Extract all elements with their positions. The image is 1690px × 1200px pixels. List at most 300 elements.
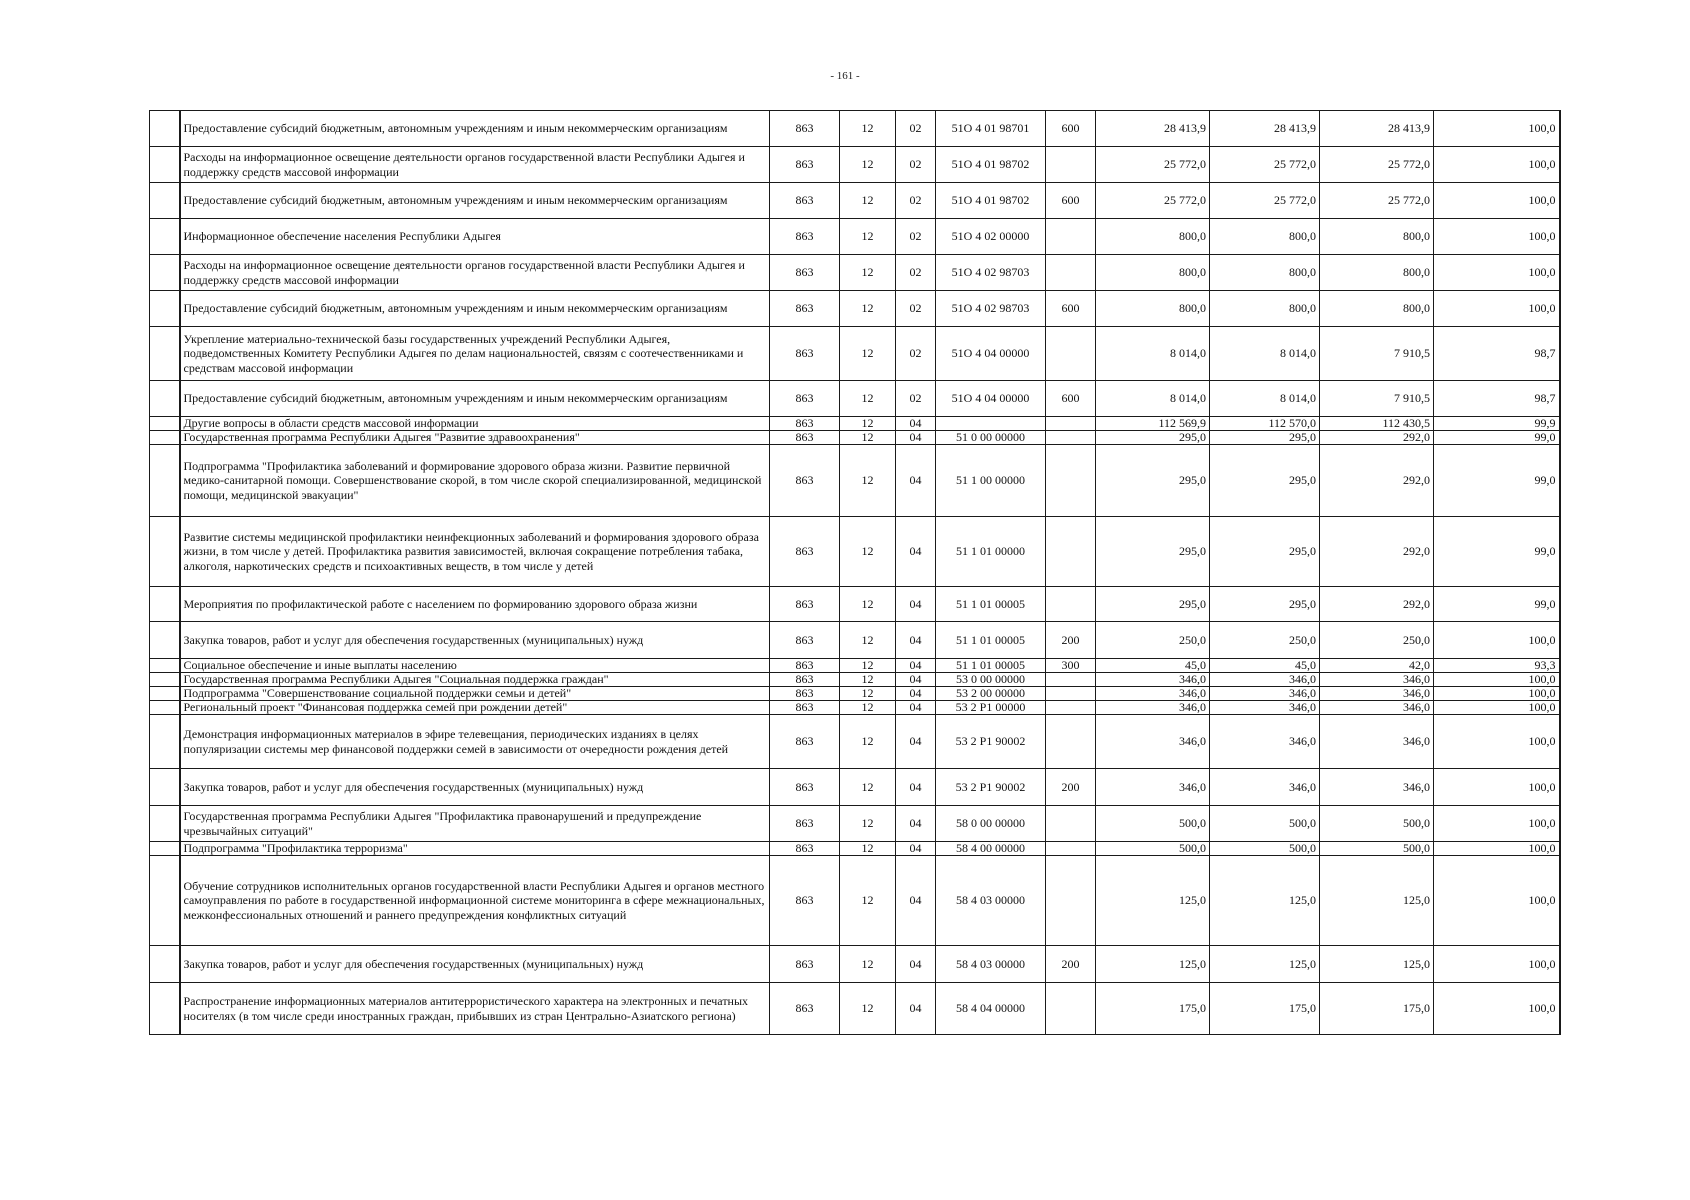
cell-planned: 8 014,0: [1210, 381, 1320, 417]
cell-approved: 800,0: [1096, 255, 1210, 291]
cell-blank: [150, 147, 180, 183]
cell-executed: 125,0: [1320, 856, 1434, 946]
cell-percent: 100,0: [1434, 856, 1560, 946]
cell-percent: 100,0: [1434, 701, 1560, 715]
cell-percent: 100,0: [1434, 842, 1560, 856]
cell-name: Закупка товаров, работ и услуг для обеспечения государственных (муниципальных) нужд: [180, 769, 770, 806]
cell-percent: 100,0: [1434, 806, 1560, 842]
cell-planned: 28 413,9: [1210, 111, 1320, 147]
cell-executed: 250,0: [1320, 622, 1434, 659]
cell-executed: 7 910,5: [1320, 381, 1434, 417]
cell-subsection: 04: [896, 946, 936, 983]
cell-target-article: 58 4 04 00000: [936, 983, 1046, 1035]
cell-percent: 100,0: [1434, 219, 1560, 255]
cell-blank: [150, 701, 180, 715]
cell-percent: 99,9: [1434, 417, 1560, 431]
cell-blank: [150, 842, 180, 856]
cell-approved: 800,0: [1096, 219, 1210, 255]
cell-admin-code: 863: [770, 183, 840, 219]
cell-section: 12: [840, 381, 896, 417]
table-row: [150, 806, 1560, 842]
cell-expense-type: [1046, 327, 1096, 381]
cell-approved: 125,0: [1096, 946, 1210, 983]
cell-blank: [150, 183, 180, 219]
cell-planned: 295,0: [1210, 445, 1320, 517]
cell-planned: 346,0: [1210, 673, 1320, 687]
cell-section: 12: [840, 255, 896, 291]
cell-subsection: 04: [896, 687, 936, 701]
table-row: [150, 622, 1560, 659]
cell-expense-type: 200: [1046, 622, 1096, 659]
cell-section: 12: [840, 659, 896, 673]
table-row: [150, 983, 1560, 1035]
cell-percent: 99,0: [1434, 431, 1560, 445]
cell-target-article: 53 2 P1 00000: [936, 701, 1046, 715]
cell-expense-type: [1046, 517, 1096, 587]
cell-section: 12: [840, 806, 896, 842]
cell-subsection: 04: [896, 445, 936, 517]
cell-admin-code: 863: [770, 659, 840, 673]
cell-approved: 8 014,0: [1096, 381, 1210, 417]
cell-planned: 295,0: [1210, 587, 1320, 622]
table-row: [150, 291, 1560, 327]
cell-blank: [150, 769, 180, 806]
cell-expense-type: [1046, 417, 1096, 431]
cell-expense-type: [1046, 687, 1096, 701]
cell-approved: 8 014,0: [1096, 327, 1210, 381]
table-row: [150, 587, 1560, 622]
cell-expense-type: 600: [1046, 111, 1096, 147]
cell-percent: 99,0: [1434, 587, 1560, 622]
cell-percent: 98,7: [1434, 327, 1560, 381]
cell-name: Укрепление материально-технической базы государственных учреждений Республики Адыгея, подведомственных Комитету Республики Адыгея по делам национальностей, связям с соотечественниками и средствам массовой информации: [180, 327, 770, 381]
cell-section: 12: [840, 946, 896, 983]
cell-name: Государственная программа Республики Адыгея "Социальная поддержка граждан": [180, 673, 770, 687]
cell-name: Информационное обеспечение населения Республики Адыгея: [180, 219, 770, 255]
cell-blank: [150, 431, 180, 445]
cell-admin-code: 863: [770, 381, 840, 417]
cell-name: Государственная программа Республики Адыгея "Профилактика правонарушений и предупреждение чрезвычайных ситуаций": [180, 806, 770, 842]
cell-percent: 93,3: [1434, 659, 1560, 673]
cell-section: 12: [840, 701, 896, 715]
cell-admin-code: 863: [770, 946, 840, 983]
table-row: [150, 255, 1560, 291]
cell-executed: 292,0: [1320, 517, 1434, 587]
cell-target-article: 53 0 00 00000: [936, 673, 1046, 687]
table-row: [150, 445, 1560, 517]
cell-subsection: 02: [896, 291, 936, 327]
cell-percent: 100,0: [1434, 946, 1560, 983]
cell-subsection: 04: [896, 769, 936, 806]
cell-blank: [150, 659, 180, 673]
table-row: [150, 673, 1560, 687]
cell-planned: 800,0: [1210, 219, 1320, 255]
cell-expense-type: 200: [1046, 769, 1096, 806]
table-row: [150, 381, 1560, 417]
cell-name: Расходы на информационное освещение деятельности органов государственной власти Республики Адыгея и поддержку средств массовой информации: [180, 255, 770, 291]
cell-blank: [150, 946, 180, 983]
cell-percent: 100,0: [1434, 111, 1560, 147]
cell-planned: 800,0: [1210, 255, 1320, 291]
cell-expense-type: 600: [1046, 381, 1096, 417]
cell-percent: 99,0: [1434, 517, 1560, 587]
cell-expense-type: [1046, 842, 1096, 856]
cell-executed: 800,0: [1320, 219, 1434, 255]
table-row: [150, 219, 1560, 255]
cell-admin-code: 863: [770, 769, 840, 806]
cell-expense-type: [1046, 431, 1096, 445]
cell-blank: [150, 111, 180, 147]
cell-planned: 800,0: [1210, 291, 1320, 327]
cell-section: 12: [840, 219, 896, 255]
cell-planned: 500,0: [1210, 842, 1320, 856]
table-row: [150, 659, 1560, 673]
cell-blank: [150, 255, 180, 291]
cell-expense-type: [1046, 587, 1096, 622]
cell-name: Предоставление субсидий бюджетным, автономным учреждениям и иным некоммерческим организациям: [180, 111, 770, 147]
cell-admin-code: 863: [770, 417, 840, 431]
cell-planned: 175,0: [1210, 983, 1320, 1035]
cell-admin-code: 863: [770, 291, 840, 327]
cell-target-article: 51О 4 02 98703: [936, 291, 1046, 327]
cell-percent: 100,0: [1434, 769, 1560, 806]
cell-expense-type: [1046, 219, 1096, 255]
cell-name: Обучение сотрудников исполнительных органов государственной власти Республики Адыгея и органов местного самоуправления по работе в государственной информационной системе мониторинга в сфере межнациональных, межконфессиональных отношений и раннего предупреждения конфликтных ситуаций: [180, 856, 770, 946]
cell-subsection: 04: [896, 659, 936, 673]
table-row: [150, 183, 1560, 219]
cell-approved: 25 772,0: [1096, 147, 1210, 183]
cell-target-article: [936, 417, 1046, 431]
cell-target-article: 51О 4 01 98702: [936, 183, 1046, 219]
cell-approved: 346,0: [1096, 687, 1210, 701]
cell-percent: 100,0: [1434, 622, 1560, 659]
cell-executed: 292,0: [1320, 431, 1434, 445]
cell-target-article: 51 1 00 00000: [936, 445, 1046, 517]
cell-target-article: 51О 4 02 98703: [936, 255, 1046, 291]
cell-name: Предоставление субсидий бюджетным, автономным учреждениям и иным некоммерческим организациям: [180, 381, 770, 417]
table-body: [150, 111, 1560, 1035]
cell-target-article: 58 4 03 00000: [936, 856, 1046, 946]
cell-admin-code: 863: [770, 856, 840, 946]
cell-subsection: 04: [896, 431, 936, 445]
cell-approved: 800,0: [1096, 291, 1210, 327]
cell-target-article: 51О 4 01 98702: [936, 147, 1046, 183]
cell-blank: [150, 715, 180, 769]
cell-blank: [150, 517, 180, 587]
cell-percent: 100,0: [1434, 255, 1560, 291]
cell-blank: [150, 673, 180, 687]
cell-admin-code: 863: [770, 673, 840, 687]
cell-approved: 250,0: [1096, 622, 1210, 659]
cell-section: 12: [840, 183, 896, 219]
cell-subsection: 04: [896, 806, 936, 842]
cell-name: Расходы на информационное освещение деятельности органов государственной власти Республики Адыгея и поддержку средств массовой информации: [180, 147, 770, 183]
cell-name: Мероприятия по профилактической работе с населением по формированию здорового образа жизни: [180, 587, 770, 622]
cell-name: Государственная программа Республики Адыгея "Развитие здравоохранения": [180, 431, 770, 445]
cell-subsection: 04: [896, 701, 936, 715]
cell-percent: 100,0: [1434, 715, 1560, 769]
table-row: [150, 856, 1560, 946]
budget-table: [149, 110, 1561, 1035]
cell-executed: 125,0: [1320, 946, 1434, 983]
cell-subsection: 02: [896, 255, 936, 291]
cell-section: 12: [840, 445, 896, 517]
cell-executed: 42,0: [1320, 659, 1434, 673]
cell-percent: 100,0: [1434, 147, 1560, 183]
cell-blank: [150, 291, 180, 327]
cell-subsection: 04: [896, 417, 936, 431]
cell-name: Региональный проект "Финансовая поддержка семей при рождении детей": [180, 701, 770, 715]
cell-executed: 292,0: [1320, 445, 1434, 517]
cell-section: 12: [840, 687, 896, 701]
cell-approved: 295,0: [1096, 445, 1210, 517]
table-row: [150, 946, 1560, 983]
cell-admin-code: 863: [770, 219, 840, 255]
cell-section: 12: [840, 856, 896, 946]
cell-name: Предоставление субсидий бюджетным, автономным учреждениям и иным некоммерческим организациям: [180, 183, 770, 219]
cell-executed: 346,0: [1320, 769, 1434, 806]
cell-name: Закупка товаров, работ и услуг для обеспечения государственных (муниципальных) нужд: [180, 946, 770, 983]
cell-expense-type: [1046, 255, 1096, 291]
cell-target-article: 58 4 03 00000: [936, 946, 1046, 983]
cell-executed: 346,0: [1320, 687, 1434, 701]
cell-subsection: 04: [896, 842, 936, 856]
cell-approved: 28 413,9: [1096, 111, 1210, 147]
table-row: [150, 147, 1560, 183]
cell-expense-type: [1046, 147, 1096, 183]
cell-executed: 7 910,5: [1320, 327, 1434, 381]
cell-target-article: 58 0 00 00000: [936, 806, 1046, 842]
cell-planned: 250,0: [1210, 622, 1320, 659]
cell-planned: 8 014,0: [1210, 327, 1320, 381]
cell-blank: [150, 983, 180, 1035]
cell-blank: [150, 417, 180, 431]
cell-target-article: 51 1 01 00005: [936, 659, 1046, 673]
cell-admin-code: 863: [770, 622, 840, 659]
cell-planned: 125,0: [1210, 946, 1320, 983]
cell-admin-code: 863: [770, 445, 840, 517]
cell-section: 12: [840, 715, 896, 769]
cell-target-article: 58 4 00 00000: [936, 842, 1046, 856]
cell-planned: 25 772,0: [1210, 183, 1320, 219]
cell-expense-type: [1046, 856, 1096, 946]
cell-executed: 28 413,9: [1320, 111, 1434, 147]
cell-subsection: 04: [896, 983, 936, 1035]
cell-blank: [150, 587, 180, 622]
cell-blank: [150, 381, 180, 417]
cell-target-article: 51О 4 04 00000: [936, 327, 1046, 381]
table-row: [150, 111, 1560, 147]
cell-admin-code: 863: [770, 687, 840, 701]
cell-subsection: 02: [896, 111, 936, 147]
cell-approved: 175,0: [1096, 983, 1210, 1035]
cell-blank: [150, 806, 180, 842]
cell-section: 12: [840, 673, 896, 687]
cell-expense-type: [1046, 445, 1096, 517]
cell-percent: 100,0: [1434, 687, 1560, 701]
cell-subsection: 04: [896, 856, 936, 946]
cell-section: 12: [840, 111, 896, 147]
cell-planned: 45,0: [1210, 659, 1320, 673]
cell-expense-type: 600: [1046, 291, 1096, 327]
cell-blank: [150, 219, 180, 255]
table-row: [150, 687, 1560, 701]
cell-expense-type: 600: [1046, 183, 1096, 219]
cell-blank: [150, 445, 180, 517]
cell-planned: 112 570,0: [1210, 417, 1320, 431]
cell-name: Подпрограмма "Профилактика терроризма": [180, 842, 770, 856]
cell-name: Предоставление субсидий бюджетным, автономным учреждениям и иным некоммерческим организациям: [180, 291, 770, 327]
cell-percent: 98,7: [1434, 381, 1560, 417]
table-row: [150, 417, 1560, 431]
cell-name: Закупка товаров, работ и услуг для обеспечения государственных (муниципальных) нужд: [180, 622, 770, 659]
cell-admin-code: 863: [770, 327, 840, 381]
cell-section: 12: [840, 147, 896, 183]
cell-executed: 346,0: [1320, 701, 1434, 715]
cell-admin-code: 863: [770, 587, 840, 622]
cell-approved: 346,0: [1096, 673, 1210, 687]
cell-executed: 800,0: [1320, 291, 1434, 327]
cell-expense-type: [1046, 983, 1096, 1035]
cell-subsection: 02: [896, 327, 936, 381]
cell-name: Социальное обеспечение и иные выплаты населению: [180, 659, 770, 673]
cell-approved: 25 772,0: [1096, 183, 1210, 219]
cell-approved: 112 569,9: [1096, 417, 1210, 431]
cell-target-article: 51 1 01 00000: [936, 517, 1046, 587]
cell-blank: [150, 327, 180, 381]
cell-target-article: 51О 4 02 00000: [936, 219, 1046, 255]
cell-executed: 292,0: [1320, 587, 1434, 622]
cell-target-article: 53 2 00 00000: [936, 687, 1046, 701]
cell-subsection: 04: [896, 715, 936, 769]
cell-section: 12: [840, 327, 896, 381]
cell-section: 12: [840, 417, 896, 431]
cell-expense-type: [1046, 806, 1096, 842]
cell-admin-code: 863: [770, 517, 840, 587]
cell-target-article: 51 0 00 00000: [936, 431, 1046, 445]
cell-percent: 100,0: [1434, 291, 1560, 327]
cell-approved: 500,0: [1096, 842, 1210, 856]
cell-percent: 99,0: [1434, 445, 1560, 517]
cell-executed: 500,0: [1320, 842, 1434, 856]
cell-section: 12: [840, 983, 896, 1035]
cell-executed: 500,0: [1320, 806, 1434, 842]
cell-approved: 45,0: [1096, 659, 1210, 673]
cell-executed: 800,0: [1320, 255, 1434, 291]
cell-admin-code: 863: [770, 701, 840, 715]
cell-approved: 346,0: [1096, 715, 1210, 769]
cell-executed: 25 772,0: [1320, 147, 1434, 183]
cell-subsection: 02: [896, 183, 936, 219]
table-row: [150, 431, 1560, 445]
cell-planned: 25 772,0: [1210, 147, 1320, 183]
cell-approved: 500,0: [1096, 806, 1210, 842]
cell-executed: 346,0: [1320, 673, 1434, 687]
table-row: [150, 842, 1560, 856]
cell-subsection: 04: [896, 517, 936, 587]
cell-target-article: 53 2 P1 90002: [936, 769, 1046, 806]
table-row: [150, 701, 1560, 715]
cell-name: Распространение информационных материалов антитеррористического характера на электронных и печатных носителях (в том числе среди иностранных граждан, прибывших из стран Центрально-Азиатского региона): [180, 983, 770, 1035]
cell-name: Демонстрация информационных материалов в эфире телевещания, периодических изданиях в целях популяризации системы мер финансовой поддержки семей в зависимости от очередности рождения детей: [180, 715, 770, 769]
cell-approved: 346,0: [1096, 701, 1210, 715]
cell-subsection: 02: [896, 219, 936, 255]
cell-planned: 125,0: [1210, 856, 1320, 946]
cell-name: Развитие системы медицинской профилактики неинфекционных заболеваний и формирования здорового образа жизни, в том числе у детей. Профилактика развития зависимостей, включая сокращение потребления табака, алкоголя, наркотических средств и психоактивных веществ, в том числе у детей: [180, 517, 770, 587]
cell-executed: 175,0: [1320, 983, 1434, 1035]
cell-expense-type: 200: [1046, 946, 1096, 983]
cell-admin-code: 863: [770, 842, 840, 856]
cell-section: 12: [840, 291, 896, 327]
cell-admin-code: 863: [770, 431, 840, 445]
cell-blank: [150, 687, 180, 701]
cell-planned: 295,0: [1210, 517, 1320, 587]
cell-subsection: 04: [896, 622, 936, 659]
cell-target-article: 53 2 P1 90002: [936, 715, 1046, 769]
cell-planned: 500,0: [1210, 806, 1320, 842]
cell-target-article: 51 1 01 00005: [936, 587, 1046, 622]
table-row: [150, 715, 1560, 769]
cell-expense-type: [1046, 701, 1096, 715]
table-row: [150, 769, 1560, 806]
cell-admin-code: 863: [770, 255, 840, 291]
cell-approved: 346,0: [1096, 769, 1210, 806]
cell-name: Подпрограмма "Профилактика заболеваний и формирование здорового образа жизни. Развитие первичной медико-санитарной помощи. Совершенствование скорой, в том числе скорой специализированной, медицинской помощи, медицинской эвакуации": [180, 445, 770, 517]
cell-name: Подпрограмма "Совершенствование социальной поддержки семьи и детей": [180, 687, 770, 701]
cell-admin-code: 863: [770, 715, 840, 769]
cell-executed: 346,0: [1320, 715, 1434, 769]
cell-subsection: 02: [896, 147, 936, 183]
cell-blank: [150, 622, 180, 659]
cell-percent: 100,0: [1434, 673, 1560, 687]
cell-subsection: 04: [896, 673, 936, 687]
cell-section: 12: [840, 622, 896, 659]
cell-executed: 25 772,0: [1320, 183, 1434, 219]
cell-name: Другие вопросы в области средств массовой информации: [180, 417, 770, 431]
cell-planned: 346,0: [1210, 701, 1320, 715]
cell-section: 12: [840, 842, 896, 856]
cell-approved: 295,0: [1096, 517, 1210, 587]
cell-target-article: 51О 4 01 98701: [936, 111, 1046, 147]
cell-planned: 346,0: [1210, 687, 1320, 701]
cell-approved: 295,0: [1096, 587, 1210, 622]
cell-approved: 125,0: [1096, 856, 1210, 946]
page-number: - 161 -: [830, 70, 860, 82]
cell-section: 12: [840, 769, 896, 806]
cell-section: 12: [840, 587, 896, 622]
cell-subsection: 04: [896, 587, 936, 622]
cell-percent: 100,0: [1434, 983, 1560, 1035]
cell-approved: 295,0: [1096, 431, 1210, 445]
cell-admin-code: 863: [770, 983, 840, 1035]
cell-admin-code: 863: [770, 147, 840, 183]
cell-admin-code: 863: [770, 111, 840, 147]
table-row: [150, 517, 1560, 587]
cell-expense-type: [1046, 715, 1096, 769]
cell-subsection: 02: [896, 381, 936, 417]
cell-admin-code: 863: [770, 806, 840, 842]
cell-target-article: 51 1 01 00005: [936, 622, 1046, 659]
cell-blank: [150, 856, 180, 946]
cell-section: 12: [840, 431, 896, 445]
cell-target-article: 51О 4 04 00000: [936, 381, 1046, 417]
cell-executed: 112 430,5: [1320, 417, 1434, 431]
cell-expense-type: [1046, 673, 1096, 687]
cell-planned: 295,0: [1210, 431, 1320, 445]
cell-percent: 100,0: [1434, 183, 1560, 219]
cell-planned: 346,0: [1210, 715, 1320, 769]
cell-planned: 346,0: [1210, 769, 1320, 806]
